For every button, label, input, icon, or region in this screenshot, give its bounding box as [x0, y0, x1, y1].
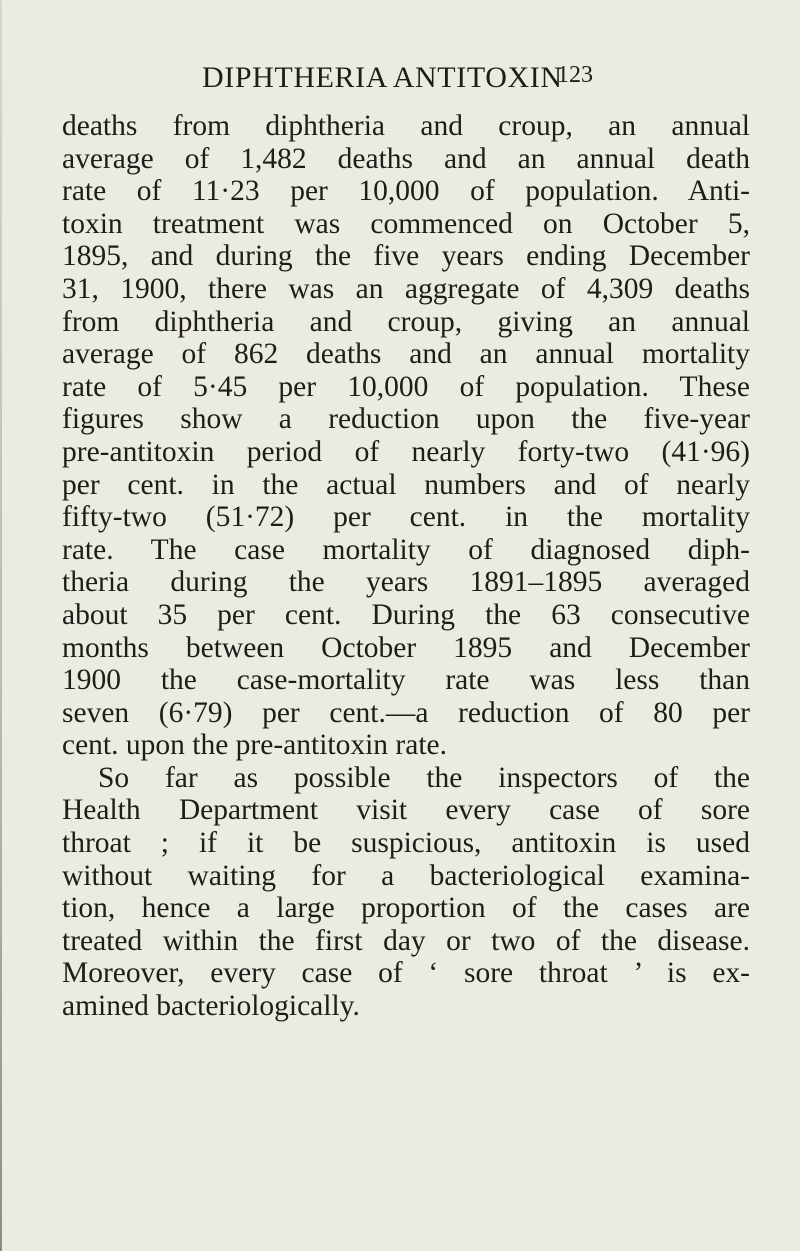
text-line: amined bacteriologically.: [62, 990, 360, 1023]
text-line: average of 1,482 deaths and an annual death: [62, 142, 750, 175]
text-line: cent. upon the pre-antitoxin rate.: [62, 729, 447, 762]
text-line: per cent. in the actual numbers and of nearly: [62, 468, 750, 501]
text-line: about 35 per cent. During the 63 consecutive: [62, 598, 750, 631]
text-line: 1895, and during the five years ending December: [62, 240, 750, 273]
paragraph: [62, 762, 750, 1023]
text-line: months between October 1895 and December: [62, 631, 750, 664]
text-line: rate of 11·23 per 10,000 of population. Anti-: [62, 175, 750, 208]
text-line: throat ; if it be suspicious, antitoxin is used: [62, 827, 750, 860]
text-line: Health Department visit every case of sore: [62, 794, 750, 827]
text-line: 1900 the case-mortality rate was less than: [62, 664, 750, 697]
text-line: seven (6·79) per cent.—a reduction of 80 per: [62, 696, 750, 729]
text-line: Moreover, every case of ‘ sore throat ’ is ex-: [62, 957, 750, 990]
text-line: rate of 5·45 per 10,000 of population. These: [62, 370, 750, 403]
text-line: tion, hence a large proportion of the cases are: [62, 892, 750, 925]
text-line: theria during the years 1891–1895 averaged: [62, 566, 750, 599]
text-line: rate. The case mortality of diagnosed diph-: [62, 533, 750, 566]
text-line: 31, 1900, there was an aggregate of 4,309 deaths: [62, 272, 750, 305]
page-binding-edge: [0, 0, 2, 1251]
text-line: from diphtheria and croup, giving an annual: [62, 305, 750, 338]
body-text: [62, 110, 750, 1023]
text-line: pre-antitoxin period of nearly forty-two (41·96): [62, 435, 750, 468]
running-title: DIPHTHERIA ANTITOXIN: [202, 61, 563, 94]
running-head: [0, 58, 800, 98]
text-line: average of 862 deaths and an annual mortality: [62, 338, 750, 371]
text-line: toxin treatment was commenced on October 5,: [62, 207, 750, 240]
text-line: treated within the first day or two of the disease.: [62, 924, 750, 957]
text-line: deaths from diphtheria and croup, an annual: [62, 110, 750, 142]
text-line: fifty-two (51·72) per cent. in the mortality: [62, 501, 750, 534]
page-number: 123: [557, 62, 593, 88]
text-line: figures show a reduction upon the five-year: [62, 403, 750, 436]
paragraph: [62, 110, 750, 762]
text-line: without waiting for a bacteriological examina-: [62, 859, 750, 892]
text-line: So far as possible the inspectors of the: [98, 761, 750, 794]
